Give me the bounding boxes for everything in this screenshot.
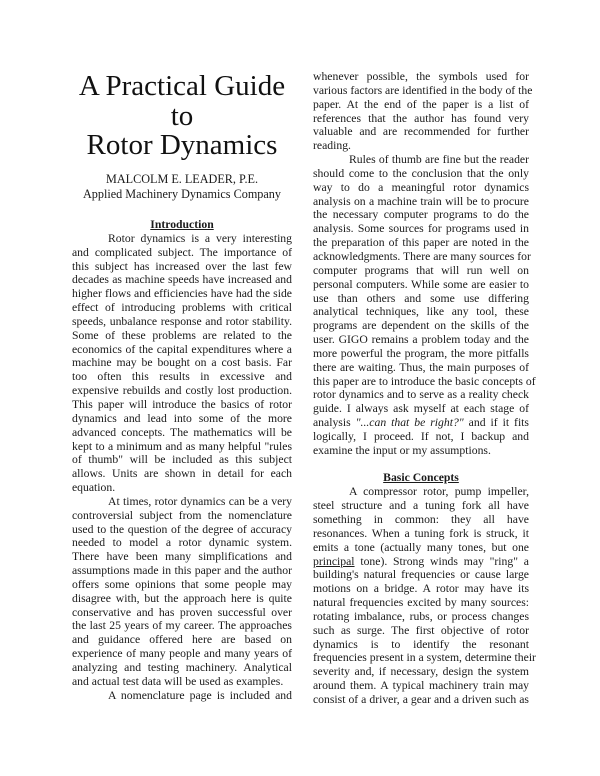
italic-text: "...can that be right?" (355, 416, 464, 430)
text-line: Rotor dynamics is a very interesting (108, 231, 292, 245)
text-line: valuable and are recommended for further (313, 125, 529, 139)
text-line: allows. Units are shown in detail for each (72, 467, 292, 481)
blank-line (313, 458, 529, 472)
text-line: equation. (72, 481, 116, 495)
text-line: computer programs that will run well on (313, 263, 529, 277)
title-line: to (170, 99, 194, 132)
text-line: the preparation of this paper are noted in the (313, 236, 529, 250)
text-line: This paper will introduce the basics of rotor (72, 397, 292, 411)
text-line: resonances. When a tuning fork is struck, it (313, 526, 529, 540)
text-line: speeds, unbalance response and rotor stability. (72, 314, 292, 328)
text-line: the necessary computer programs to do the (313, 208, 529, 222)
text-line: emits a tone (actually many tones, but one (313, 540, 529, 554)
text-line: decades as machine speeds have increased and (72, 273, 292, 287)
text-line: user. GIGO remains a problem today and the (313, 333, 529, 347)
text-line: A compressor rotor, pump impeller, (349, 485, 529, 499)
text-line: personal computers. While some are easier to (313, 277, 529, 291)
text-line: frequencies present in a system, determine their (313, 651, 536, 665)
text-line: machine may be bought on a cost basis. Far (72, 356, 292, 370)
underlined-text: principal (313, 554, 355, 568)
text-line: expensive rebuilds and costly lost production. (72, 384, 292, 398)
text-line: At times, rotor dynamics can be a very (108, 494, 292, 508)
text-line: should come to the conclusion that the only (313, 166, 529, 180)
paragraph (72, 232, 292, 495)
text-segment: and if it fits (463, 416, 529, 430)
text-line: kept to a minimum and as many helpful "rules (72, 439, 292, 453)
byline (62, 172, 302, 202)
text-line: building's natural frequencies or cause large (313, 568, 529, 582)
right-column (313, 70, 536, 707)
text-line: controversial subject from the nomenclature (72, 508, 292, 522)
text-line: severity and, if necessary, design the system (313, 665, 529, 679)
text-line: use than others and some use differing (313, 291, 529, 305)
document-title (62, 72, 302, 161)
text-line (313, 416, 529, 430)
section-heading: Basic Concepts (383, 471, 459, 485)
text-line (313, 555, 529, 569)
paragraph (72, 495, 292, 689)
left-column (72, 218, 292, 703)
text-line: analyzing and testing machinery. Analytical (72, 661, 292, 674)
text-line: used to the question of the degree of accuracy (72, 522, 292, 536)
text-segment: analysis (313, 416, 356, 430)
text-line: and actual test data will be used as examples. (72, 674, 284, 688)
text-line: examine the input or my assumptions. (313, 443, 491, 457)
text-line: dynamics is to identify the resonant (313, 637, 529, 651)
text-line: programs are dependent on the skills of the (313, 319, 529, 333)
text-line: consist of a driver, a gear and a driven such as (313, 692, 529, 706)
text-line: this subject has increased over the last few (72, 259, 292, 273)
text-line: steel structure and a tuning fork all have (313, 499, 529, 513)
text-line: higher flows and efficiencies have had the side (72, 287, 292, 301)
text-line: various factors are identified in the body of the (313, 83, 533, 97)
paragraph (313, 70, 533, 153)
text-line: and complicated subject. The importance of (72, 245, 292, 259)
title-line: Rotor Dynamics (86, 129, 278, 161)
text-line: way to do a meaningful rotor dynamics (313, 180, 529, 194)
text-line: rotating imbalance, rubs, or process changes (313, 609, 529, 623)
text-line: analytical techniques, like any tool, these (313, 305, 529, 319)
text-line: analysis. Some sources for programs used in (313, 222, 529, 236)
text-line: Rules of thumb are fine but the reader (349, 153, 529, 167)
text-line: paper. At the end of the paper is a list of (313, 97, 529, 111)
text-line: of thumb" will be included as this subject (72, 453, 292, 467)
text-line: and guidance offered here are based on (72, 633, 292, 647)
text-line: disagree with, but the approach here is quite (72, 591, 292, 605)
text-line: motions on a bridge. A rotor may have its (313, 582, 529, 596)
text-line: there are waiting. Thus, the main purposes of (313, 360, 529, 374)
text-line: economics of the capital expenditures where a (72, 342, 292, 356)
text-line: natural frequencies excited by many sources: (313, 596, 529, 610)
paragraph (313, 153, 536, 458)
text-line: advanced concepts. The mathematics will be (72, 425, 292, 439)
text-line: analysis on a machine train will be to procure (313, 194, 529, 208)
text-line: experience of many people and many years of (72, 647, 292, 661)
text-line: Some of these problems are related to the (72, 328, 292, 342)
text-line: whenever possible, the symbols used for (313, 70, 529, 83)
text-line: guide. I always ask myself at each stage of (313, 402, 529, 416)
text-line: logically, I proceed. If not, I backup and (313, 429, 529, 443)
text-line: too often this results in excessive and (72, 370, 292, 384)
text-line: There have been many simplifications and (72, 550, 292, 564)
text-line: acknowledgments. There are many sources for (313, 249, 531, 263)
text-line: this paper are to introduce the basic concepts of (313, 374, 536, 388)
text-line: more powerful the program, the more pitfalls (313, 346, 529, 360)
author-name: MALCOLM E. LEADER, P.E. (105, 172, 258, 186)
section-heading: Introduction (150, 218, 214, 231)
title-line: A Practical Guide (78, 70, 286, 102)
author-affiliation: Applied Machinery Dynamics Company (82, 187, 281, 201)
text-line: the last 25 years of my career. The approaches (72, 619, 292, 633)
text-line: around them. A typical machinery train may (313, 679, 529, 693)
text-line: assumptions made in this paper and the author (72, 564, 292, 578)
text-line: references that the author has found very (313, 111, 529, 125)
paragraph (72, 689, 292, 703)
text-line: conservative and has proven successful over (72, 605, 292, 619)
text-line: something in common: they all have (313, 513, 529, 526)
text-segment: tone). Strong winds may "ring" a (354, 554, 529, 568)
text-line: such as surge. The first objective of rotor (313, 623, 529, 637)
text-line: A nomenclature page is included and (108, 688, 292, 702)
text-line: dynamics and lead into some of the more (72, 411, 292, 425)
paragraph (313, 485, 536, 707)
text-line: rotor dynamics and to serve as a reality check (313, 388, 529, 402)
text-line: offers some opinions that some people may (72, 577, 292, 591)
text-line: effect of introducing problems with critical (72, 301, 292, 315)
text-line: reading. (313, 139, 351, 153)
text-line: needed to model a rotor dynamic system. (72, 536, 292, 550)
